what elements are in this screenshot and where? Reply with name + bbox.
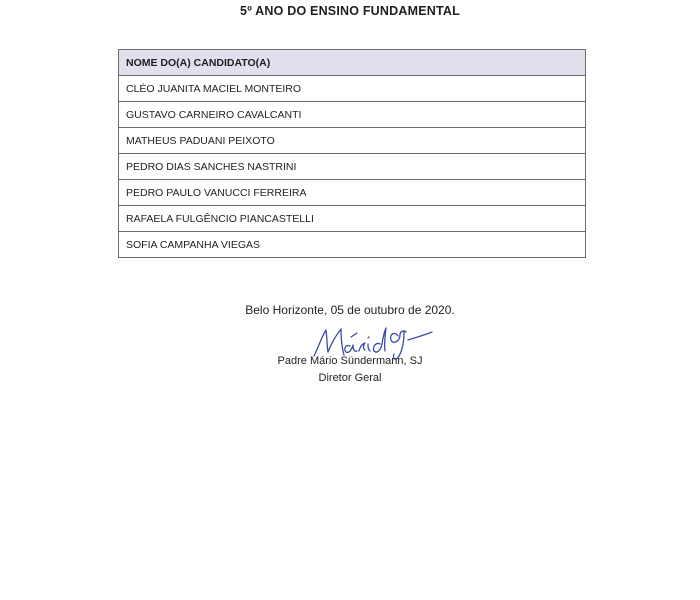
candidates-table <box>118 49 586 258</box>
candidate-name: MATHEUS PADUANI PEIXOTO <box>119 128 586 154</box>
candidate-name: CLÉO JUANITA MACIEL MONTEIRO <box>119 76 586 102</box>
signer-name: Padre Mário Sündermann, SJ <box>277 355 423 367</box>
candidate-name: RAFAELA FULGÊNCIO PIANCASTELLI <box>119 206 586 232</box>
table-row <box>119 154 586 180</box>
table-row <box>119 232 586 258</box>
candidate-name: PEDRO PAULO VANUCCI FERREIRA <box>119 180 586 206</box>
table-row <box>119 128 586 154</box>
page-title: 5º ANO DO ENSINO FUNDAMENTAL <box>240 4 460 18</box>
column-header-candidate-name: NOME DO(A) CANDIDATO(A) <box>119 50 586 76</box>
table-row <box>119 76 586 102</box>
candidate-name: SOFIA CAMPANHA VIEGAS <box>119 232 586 258</box>
table-header-row <box>119 50 586 76</box>
table-row <box>119 180 586 206</box>
table-row <box>119 206 586 232</box>
candidate-name: PEDRO DIAS SANCHES NASTRINI <box>119 154 586 180</box>
signer-title: Diretor Geral <box>318 372 382 384</box>
place-and-date: Belo Horizonte, 05 de outubro de 2020. <box>245 303 455 317</box>
candidate-name: GUSTAVO CARNEIRO CAVALCANTI <box>119 102 586 128</box>
table-row <box>119 102 586 128</box>
